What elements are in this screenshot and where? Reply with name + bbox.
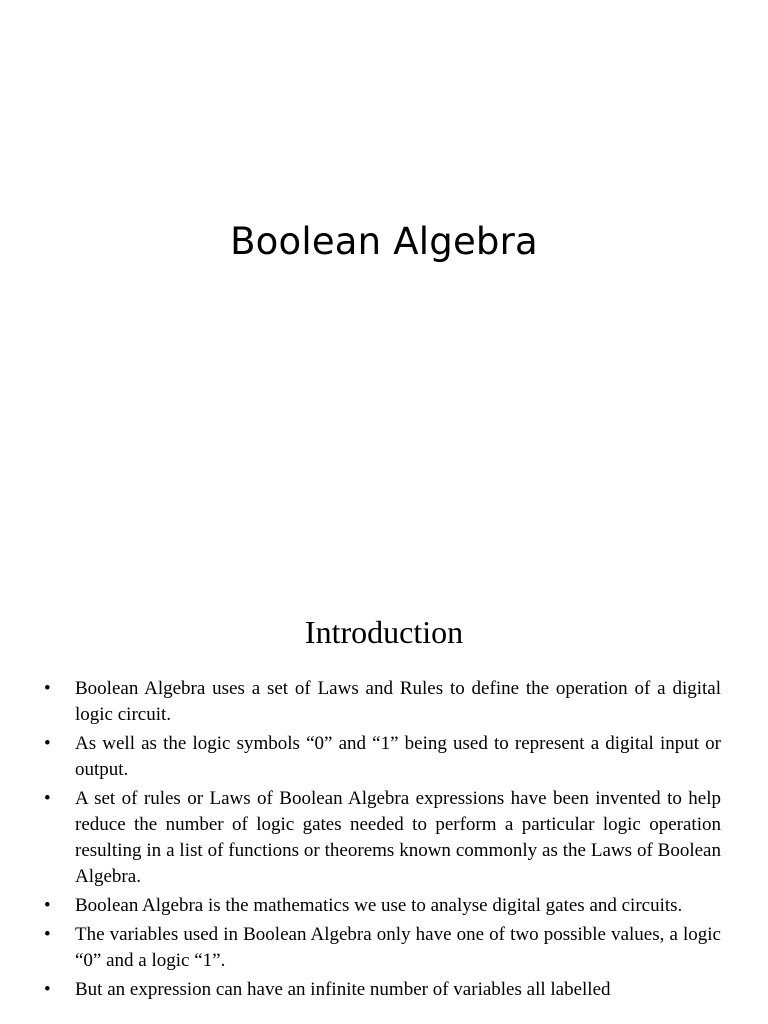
bullet-item: [0, 893, 768, 919]
bullet-dot-icon: •: [44, 788, 51, 809]
intro-heading: Introduction: [304, 614, 464, 650]
bullet-item: [0, 922, 768, 974]
bullet-text: The variables used in Boolean Algebra only have one of two possible values, a logic “0” and a logic “1”.: [75, 924, 721, 971]
bullet-dot-icon: •: [44, 979, 51, 1000]
bullet-text: Boolean Algebra uses a set of Laws and Rules to define the operation of a digital logic circuit.: [75, 678, 721, 725]
slide-title: Boolean Algebra: [230, 220, 538, 263]
bullet-text: But an expression can have an infinite number of variables all labelled: [75, 979, 611, 1000]
bullet-item: [0, 786, 768, 890]
bullet-text: Boolean Algebra is the mathematics we use to analyse digital gates and circuits.: [75, 895, 683, 916]
bullet-item: [0, 977, 768, 1003]
bullet-text: A set of rules or Laws of Boolean Algebra expressions have been invented to help reduce the number of logic gates needed to perform a particular logic operation resulting in a list of functions or theorems known commonly as the Laws of Boolean Algebra.: [75, 788, 721, 887]
bullet-dot-icon: •: [44, 678, 51, 699]
bullet-dot-icon: •: [44, 733, 51, 754]
bullet-text: As well as the logic symbols “0” and “1” being used to represent a digital input or output.: [75, 733, 721, 780]
bullet-item: [0, 731, 768, 783]
bullet-item: [0, 676, 768, 728]
bullet-dot-icon: •: [44, 895, 51, 916]
bullet-dot-icon: •: [44, 924, 51, 945]
bullet-list: [0, 676, 768, 1006]
